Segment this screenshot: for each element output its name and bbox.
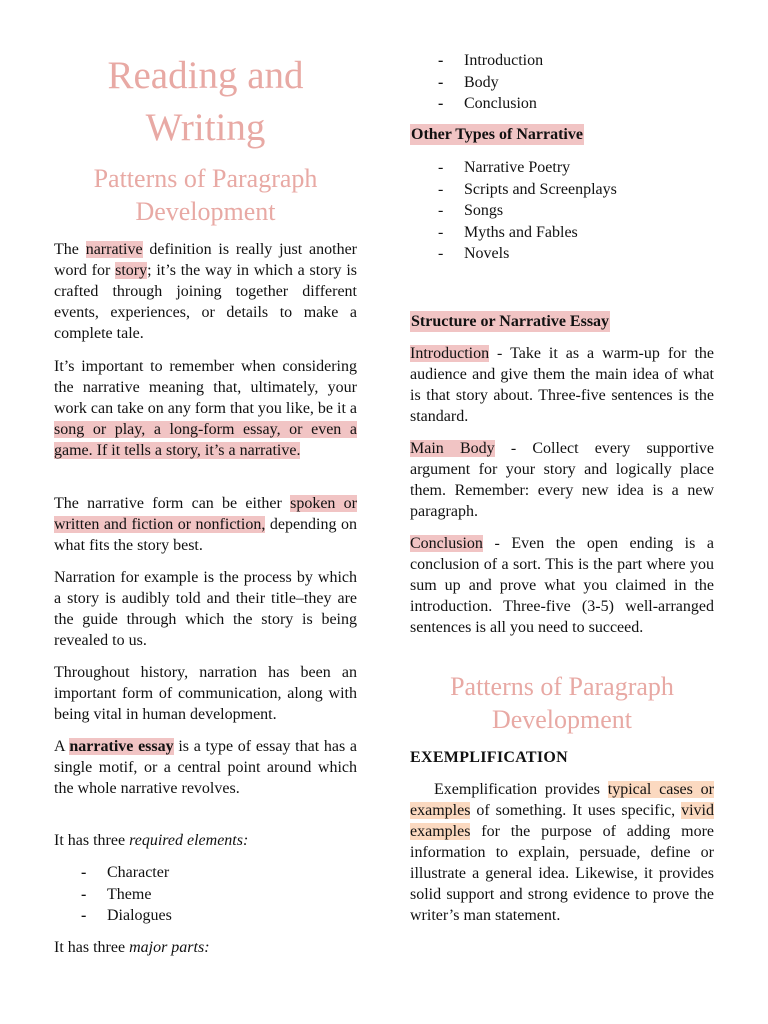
dash-bullet: - xyxy=(438,223,444,241)
paragraph-introduction xyxy=(410,343,714,427)
list-item xyxy=(438,72,714,94)
list-item xyxy=(81,884,357,906)
list-item xyxy=(81,905,357,927)
list-item-label: Myths and Fables xyxy=(464,223,578,241)
highlight-conclusion: Conclusion xyxy=(410,535,483,552)
paragraph-narration-example: Narration for example is the process by which a story is audibly told and their title–they are the guide through which the story is being revealed to us. xyxy=(54,569,357,649)
text: for the purpose of adding more information to explain, persuade, define or illustrate a general idea. Likewise, it provides solid support and strong evidence to prove the writer’s man statement. xyxy=(410,823,714,924)
list-item-label: Novels xyxy=(464,245,510,262)
list-item xyxy=(438,243,714,265)
text: It’s important to remember when considering the narrative meaning that, ultimately, your work can take on any form that you like, be it a xyxy=(54,358,358,417)
section-subtitle-left: Patterns of Paragraph Development xyxy=(93,164,318,226)
list-item xyxy=(438,200,714,222)
dash-bullet: - xyxy=(438,73,444,91)
highlight-vivid-examples: vivid examples xyxy=(410,802,714,840)
text: Exemplification provides xyxy=(434,781,608,798)
heading-other-types xyxy=(410,124,584,145)
list-item-label: Character xyxy=(107,864,170,881)
list-item-label: Narrative Poetry xyxy=(464,159,571,176)
text: depending on what fits the story best. xyxy=(54,516,357,554)
text: It has three xyxy=(54,939,130,956)
highlight-narrative: narrative xyxy=(85,241,143,258)
paragraph-required-elements xyxy=(54,830,357,851)
dash-bullet: - xyxy=(438,95,444,112)
list-required-elements xyxy=(81,862,357,927)
list-item-label: Body xyxy=(464,73,499,91)
list-item xyxy=(438,50,714,72)
text: - Take it as a warm-up for the audience and give them the main idea of what is that story about. Three-five sentences is the standard. xyxy=(410,345,714,425)
text: of something. It uses specific, xyxy=(470,802,682,819)
dash-bullet: - xyxy=(438,180,444,198)
paragraph-conclusion xyxy=(410,533,714,638)
text: - Even the open ending is a conclusion of a sort. This is the part where you sum up and prove what you claimed in the introduction. Three-five (3-5) well-arranged sentences is all you need to succeed. xyxy=(410,535,714,636)
text: It has three xyxy=(54,832,130,849)
heading-exemplification: EXEMPLIFICATION xyxy=(410,749,568,766)
document-title: Reading and Writing xyxy=(107,54,304,149)
paragraph-narrative-definition xyxy=(54,239,357,344)
list-item-label: Scripts and Screenplays xyxy=(464,180,617,198)
heading-structure xyxy=(410,311,610,332)
list-item-label: Conclusion xyxy=(464,95,537,112)
list-other-types xyxy=(438,157,714,265)
text: The narrative form can be either xyxy=(54,495,291,512)
highlight-narrative-essay: narrative essay xyxy=(69,738,174,755)
heading-other-types-text: Other Types of Narrative xyxy=(411,126,583,143)
dash-bullet: - xyxy=(438,52,444,69)
list-item xyxy=(438,93,714,115)
highlight-song-or-play: song or play, a long-form essay, or even a game. If it tells a story, it’s a narrative. xyxy=(54,421,357,459)
dash-bullet: - xyxy=(438,159,444,176)
text: definition is really just another word for xyxy=(54,241,357,279)
paragraph-major-parts xyxy=(54,937,357,958)
highlight-story: story xyxy=(115,262,148,279)
text: The xyxy=(54,241,86,258)
list-item-label: Songs xyxy=(464,202,504,219)
paragraph-narrative-essay xyxy=(54,736,357,799)
list-major-parts xyxy=(438,50,714,115)
emphasis-major-parts: major parts: xyxy=(129,939,210,956)
paragraph-exemplification xyxy=(410,779,714,926)
paragraph-narrative-meaning xyxy=(54,356,357,461)
list-item xyxy=(81,862,357,884)
text: ; it’s the way in which a story is crafted through joining together different events, experiences, or details to make a complete tale. xyxy=(54,262,357,342)
highlight-introduction: Introduction xyxy=(410,345,490,362)
emphasis-required-elements: required elements: xyxy=(129,832,249,849)
paragraph-main-body xyxy=(410,438,714,522)
dash-bullet: - xyxy=(438,202,444,219)
paragraph-narration-history: Throughout history, narration has been an important form of communication, along with being vital in human development. xyxy=(54,664,357,723)
heading-structure-text: Structure or Narrative Essay xyxy=(411,313,610,330)
highlight-typical-cases: typical cases or examples xyxy=(410,781,714,819)
text: A xyxy=(54,738,70,755)
list-item-label: Dialogues xyxy=(107,907,172,924)
paragraph-narrative-form xyxy=(54,493,357,556)
list-item-label: Introduction xyxy=(464,52,544,69)
dash-bullet: - xyxy=(81,885,87,903)
list-item-label: Theme xyxy=(107,885,152,903)
list-item xyxy=(438,179,714,201)
dash-bullet: - xyxy=(81,907,87,924)
dash-bullet: - xyxy=(438,245,444,262)
highlight-main-body: Main Body xyxy=(410,440,495,457)
section-subtitle-right: Patterns of Paragraph Development xyxy=(450,672,674,734)
highlight-spoken-written: spoken or written and fiction or nonfiction, xyxy=(54,495,358,533)
list-item xyxy=(438,222,714,244)
dash-bullet: - xyxy=(81,864,87,881)
text: - Collect every supportive argument for your story and logically place them. Remember: every new idea is a new paragraph. xyxy=(410,440,714,520)
text: is a type of essay that has a single motif, or a central point around which the whole narrative revolves. xyxy=(54,738,358,797)
list-item xyxy=(438,157,714,179)
